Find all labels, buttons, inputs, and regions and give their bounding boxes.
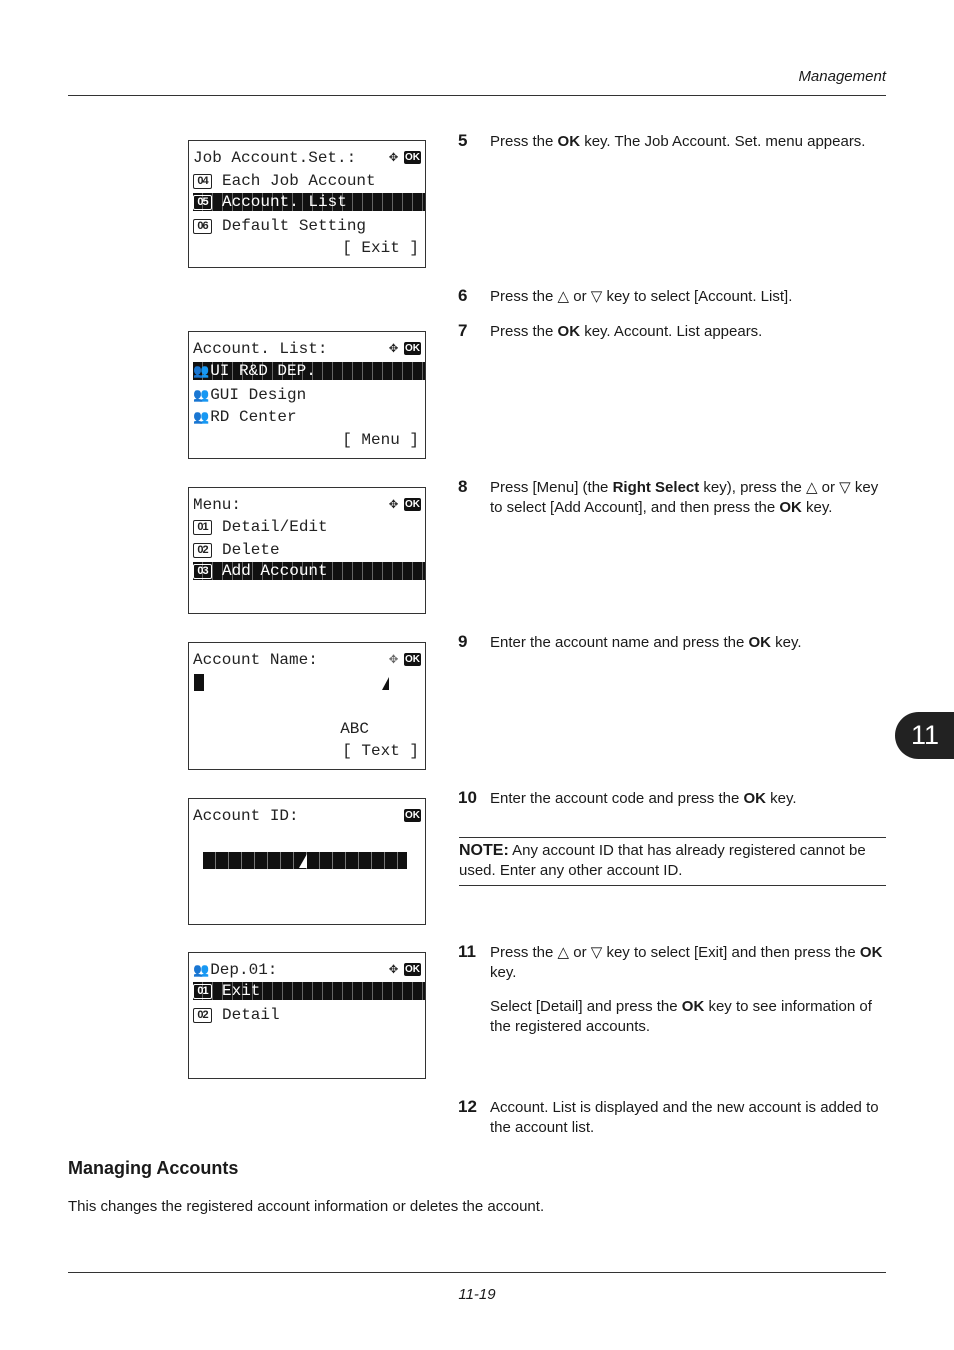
item-number: 05	[193, 195, 212, 210]
group-icon: 👥	[193, 388, 210, 403]
step-text: Press the △ or ▽ key to select [Account. List].	[490, 288, 793, 305]
ok-key-icon: OK	[405, 152, 420, 163]
lcd-account-name	[188, 642, 426, 770]
menu-item-label: Exit	[222, 982, 261, 1000]
step-number: 12	[458, 1097, 477, 1116]
cross-arrows-icon: ✥	[388, 651, 398, 668]
item-number: 01	[193, 984, 212, 999]
step-number: 11	[458, 942, 476, 961]
step-text: Press the △ or ▽ key to select [Exit] and then press the OK key.	[490, 944, 883, 981]
account-label: UI R&D DEP.	[210, 362, 316, 380]
lcd-job-account-set	[188, 140, 426, 268]
cross-arrows-icon: ✥	[388, 149, 398, 166]
soft-key-label: [ Exit ]	[342, 239, 419, 257]
lcd-title: Account Name:	[193, 651, 318, 669]
chapter-tab: 11	[895, 712, 954, 759]
footer-rule	[68, 1272, 886, 1273]
selected-row	[193, 193, 425, 211]
note-text: NOTE: Any account ID that has already registered cannot be used. Enter any other account ID.	[459, 842, 866, 879]
cursor-mark-icon	[299, 854, 307, 868]
item-number: 04	[193, 174, 212, 189]
step-number: 9	[458, 632, 468, 651]
menu-item-label: Account. List	[222, 193, 347, 211]
selected-row	[193, 982, 425, 1000]
running-header: Management	[798, 68, 886, 85]
group-icon: 👥	[193, 963, 210, 978]
lcd-menu	[188, 487, 426, 614]
step-text: Press the OK key. The Job Account. Set. menu appears.	[490, 133, 866, 150]
selected-row	[193, 562, 425, 580]
step-number: 6	[458, 286, 468, 305]
step-number: 5	[458, 131, 468, 150]
text-cursor	[194, 674, 204, 691]
group-icon: 👥	[193, 364, 210, 379]
header-rule	[68, 95, 886, 96]
menu-item-label: Add Account	[222, 562, 328, 580]
item-number: 02	[193, 1008, 212, 1023]
ok-key-icon: OK	[405, 810, 420, 821]
menu-item-label: Each Job Account	[222, 172, 376, 190]
lcd-account-list	[188, 331, 426, 459]
lcd-dep01	[188, 952, 426, 1079]
selected-row	[193, 362, 425, 380]
menu-item-label: Detail/Edit	[222, 518, 328, 536]
note-rule-top	[459, 837, 886, 838]
step-number: 10	[458, 788, 477, 807]
signal-icon	[382, 677, 389, 690]
section-heading: Managing Accounts	[68, 1158, 239, 1178]
menu-item-label: Detail	[222, 1006, 280, 1024]
cross-arrows-icon: ✥	[388, 496, 398, 513]
lcd-title: Menu:	[193, 496, 242, 514]
lcd-title: Account ID:	[193, 807, 299, 825]
lcd-title: Account. List:	[193, 340, 328, 358]
input-mode: ABC	[340, 720, 369, 738]
lcd-account-id	[188, 798, 426, 925]
item-number: 03	[193, 564, 212, 579]
account-label: GUI Design	[210, 386, 307, 404]
step-text: Enter the account name and press the OK key.	[490, 634, 802, 651]
lcd-title: Job Account.Set.:	[193, 149, 357, 167]
step-number: 8	[458, 477, 468, 496]
item-number: 06	[193, 219, 212, 234]
cross-arrows-icon: ✥	[388, 961, 398, 978]
step-text: Press the OK key. Account. List appears.	[490, 323, 763, 340]
account-label: RD Center	[210, 408, 297, 426]
lcd-title: Dep.01:	[210, 961, 278, 979]
step-text-detail: Select [Detail] and press the OK key to see information of the registered accounts.	[490, 998, 872, 1035]
step-text: Enter the account code and press the OK key.	[490, 790, 797, 807]
step-number: 7	[458, 321, 468, 340]
step-text: Account. List is displayed and the new account is added to the account list.	[490, 1099, 879, 1136]
menu-item-label: Default Setting	[222, 217, 367, 235]
ok-key-icon: OK	[405, 343, 420, 354]
note-rule-bottom	[459, 885, 886, 886]
ok-key-icon: OK	[405, 654, 420, 665]
ok-key-icon: OK	[405, 964, 420, 975]
item-number: 01	[193, 520, 212, 535]
cross-arrows-icon: ✥	[388, 340, 398, 357]
soft-key-label: [ Menu ]	[342, 431, 419, 449]
menu-item-label: Delete	[222, 541, 280, 559]
soft-key-label: [ Text ]	[342, 742, 419, 760]
group-icon: 👥	[193, 410, 210, 425]
step-text: Press [Menu] (the Right Select key), press the △ or ▽ key to select [Add Account], and then press the OK key.	[490, 479, 879, 516]
section-paragraph: This changes the registered account information or deletes the account.	[68, 1198, 545, 1215]
item-number: 02	[193, 543, 212, 558]
ok-key-icon: OK	[405, 499, 420, 510]
page-number: 11-19	[458, 1286, 496, 1303]
